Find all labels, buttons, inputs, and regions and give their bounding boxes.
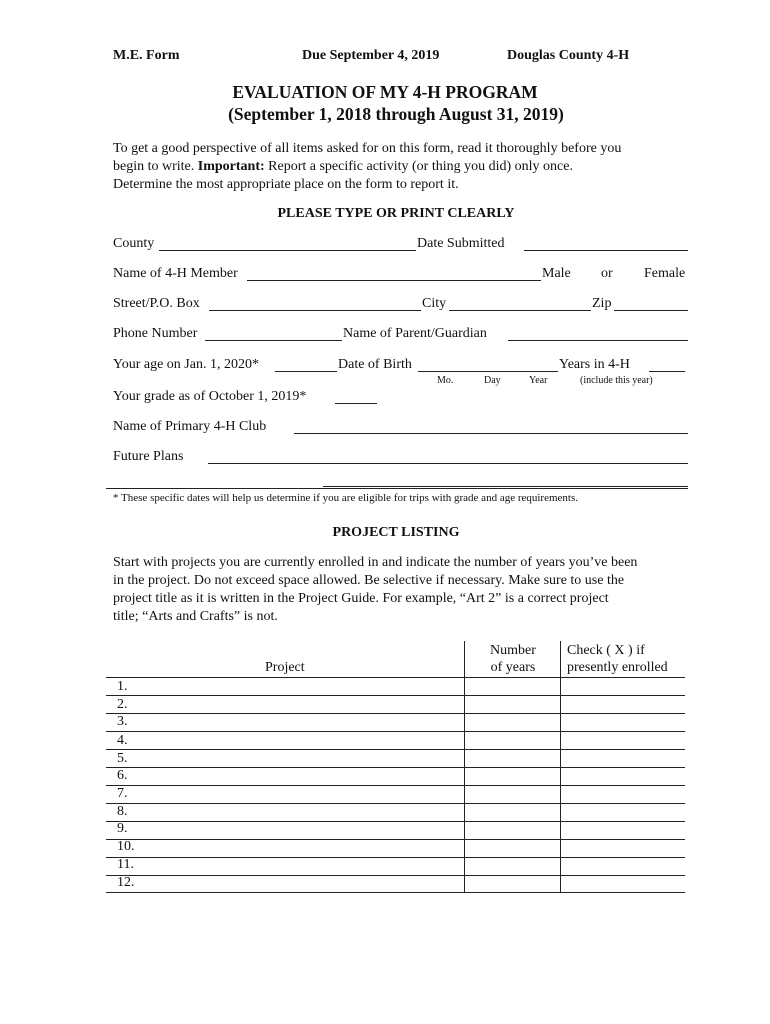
table-rule — [106, 875, 685, 876]
table-row-number: 6. — [117, 768, 128, 783]
enrolled-column-header-1: Check ( X ) if — [567, 643, 645, 658]
project-instructions-line-2: in the project. Do not exceed space allowed. Be selective if necessary. Make sure to use the — [113, 573, 625, 588]
table-bottom-rule — [106, 892, 685, 893]
date-submitted-field[interactable] — [524, 250, 688, 251]
organization: Douglas County 4-H — [507, 48, 630, 63]
female-option[interactable]: Female — [644, 266, 686, 281]
page-subtitle: (September 1, 2018 through August 31, 2019) — [228, 104, 564, 124]
dob-year-hint: Year — [529, 375, 548, 386]
future-plans-field[interactable] — [208, 463, 688, 464]
table-rule — [106, 695, 685, 696]
club-field[interactable] — [294, 433, 688, 434]
phone-label: Phone Number — [113, 326, 198, 341]
table-row-number: 12. — [117, 875, 135, 890]
table-rule — [106, 803, 685, 804]
project-instructions-line-1: Start with projects you are currently enrolled in and indicate the number of years you’ve been — [113, 555, 638, 570]
future-plans-field-2[interactable] — [323, 486, 688, 487]
intro-line-2-start: begin to write. — [113, 159, 198, 174]
county-field[interactable] — [159, 250, 416, 251]
table-row-number: 8. — [117, 804, 128, 819]
include-year-hint: (include this year) — [580, 375, 653, 386]
table-rule — [106, 731, 685, 732]
intro-line-1: To get a good perspective of all items asked for on this form, read it thoroughly before you — [113, 141, 622, 156]
table-header-rule — [106, 677, 685, 678]
male-option[interactable]: Male — [542, 266, 571, 281]
table-row-number: 5. — [117, 751, 128, 766]
print-notice: PLEASE TYPE OR PRINT CLEARLY — [277, 206, 515, 221]
page-title: EVALUATION OF MY 4-H PROGRAM — [232, 82, 538, 102]
enrolled-column-header-2: presently enrolled — [567, 660, 668, 675]
table-rule — [106, 749, 685, 750]
table-rule — [106, 839, 685, 840]
city-label: City — [422, 296, 447, 311]
date-submitted-label: Date Submitted — [417, 236, 505, 251]
years-in-4h-field[interactable] — [649, 371, 685, 372]
table-row-number: 2. — [117, 697, 128, 712]
street-label: Street/P.O. Box — [113, 296, 200, 311]
table-row-number: 9. — [117, 821, 128, 836]
table-row-number: 11. — [117, 857, 134, 872]
table-row-number: 10. — [117, 839, 135, 854]
intro-text — [113, 140, 693, 194]
age-field[interactable] — [275, 371, 337, 372]
dob-month-hint: Mo. — [437, 375, 454, 386]
project-instructions-line-3: project title as it is written in the Project Guide. For example, “Art 2” is a correct project — [113, 591, 609, 606]
project-column-header: Project — [265, 660, 305, 675]
dob-field[interactable] — [418, 371, 558, 372]
parent-label: Name of Parent/Guardian — [343, 326, 487, 341]
years-column-header-2: of years — [490, 660, 536, 675]
zip-field[interactable] — [614, 310, 688, 311]
table-rule — [106, 713, 685, 714]
table-row-number: 7. — [117, 786, 128, 801]
future-plans-label: Future Plans — [113, 449, 184, 464]
club-label: Name of Primary 4-H Club — [113, 419, 267, 434]
table-row-number: 1. — [117, 679, 128, 694]
zip-label: Zip — [592, 296, 612, 311]
project-instructions-line-4: title; “Arts and Crafts” is not. — [113, 609, 278, 624]
parent-field[interactable] — [508, 340, 688, 341]
dob-label: Date of Birth — [338, 357, 412, 372]
dob-day-hint: Day — [484, 375, 501, 386]
intro-line-3: Determine the most appropriate place on the form to report it. — [113, 177, 459, 192]
project-instructions — [113, 554, 693, 626]
intro-line-2-end: Report a specific activity (or thing you did) only once. — [264, 159, 573, 174]
age-label: Your age on Jan. 1, 2020* — [113, 357, 259, 372]
grade-label: Your grade as of October 1, 2019* — [113, 389, 307, 404]
or-label: or — [601, 266, 613, 281]
table-row-number: 4. — [117, 733, 128, 748]
member-name-label: Name of 4-H Member — [113, 266, 238, 281]
table-rule — [106, 785, 685, 786]
due-date: Due September 4, 2019 — [302, 48, 440, 63]
project-listing-heading: PROJECT LISTING — [332, 525, 460, 540]
member-name-field[interactable] — [247, 280, 541, 281]
table-rule — [106, 857, 685, 858]
county-label: County — [113, 236, 155, 251]
phone-field[interactable] — [205, 340, 342, 341]
years-in-4h-label: Years in 4-H — [559, 357, 630, 372]
city-field[interactable] — [449, 310, 591, 311]
important-label: Important: — [197, 159, 265, 174]
street-field[interactable] — [209, 310, 421, 311]
table-row-number: 3. — [117, 714, 128, 729]
table-rule — [106, 821, 685, 822]
footnote: * These specific dates will help us determine if you are eligible for trips with grade and age requirements. — [113, 492, 579, 504]
intro-line-2 — [113, 158, 693, 176]
table-rule — [106, 767, 685, 768]
years-column-header-1: Number — [490, 643, 536, 658]
form-id: M.E. Form — [113, 48, 180, 63]
footnote-divider — [106, 488, 688, 489]
grade-field[interactable] — [335, 403, 377, 404]
